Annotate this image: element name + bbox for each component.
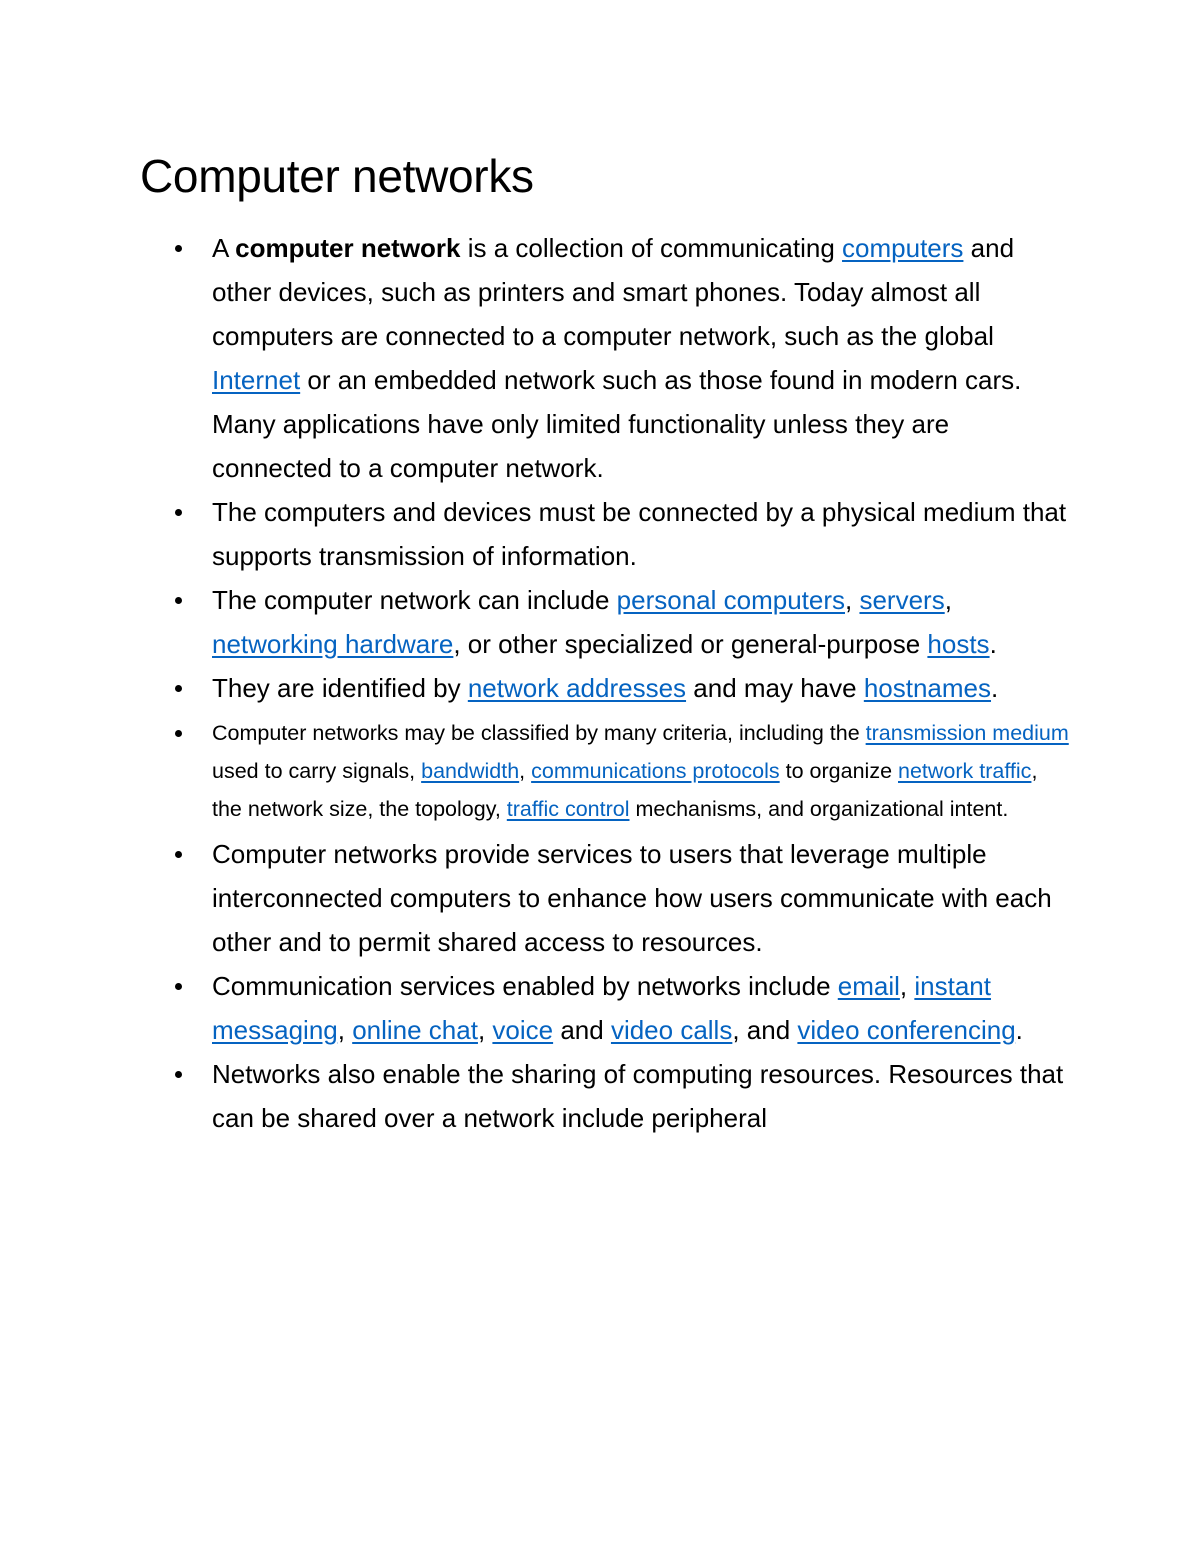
link-email[interactable]: email	[837, 971, 900, 1001]
text-run: They are identified by	[212, 673, 468, 703]
link-video-calls[interactable]: video calls	[610, 1015, 733, 1045]
text-run: Computer networks provide services to users that leverage multiple interconnected computers to enhance how users communicate with each other and to permit shared access to resources.	[212, 839, 1052, 957]
bullet-dot-icon	[175, 730, 182, 737]
text-run: The computers and devices must be connected by a physical medium that supports transmission of information.	[212, 497, 1067, 571]
text-run: .	[1015, 1015, 1023, 1045]
text-run: , and	[732, 1015, 798, 1045]
link-transmission-medium[interactable]: transmission medium	[865, 721, 1069, 745]
link-computers[interactable]: computers	[842, 233, 964, 263]
text-run: , or other specialized or general-purpose	[453, 629, 928, 659]
link-internet[interactable]: Internet	[212, 365, 301, 395]
list-item	[212, 578, 1072, 666]
text-run: ,	[519, 759, 532, 783]
text-run: Networks also enable the sharing of computing resources. Resources that can be shared over a network include peripheral	[212, 1059, 1064, 1133]
text-run: is a collection of communicating	[460, 233, 843, 263]
link-communications-protocols[interactable]: communications protocols	[531, 759, 780, 783]
link-servers[interactable]: servers	[859, 585, 945, 615]
text-run: ,	[477, 1015, 493, 1045]
link-hostnames[interactable]: hostnames	[863, 673, 992, 703]
list-item	[212, 1052, 1072, 1140]
text-run: and	[553, 1015, 611, 1045]
text-run: and may have	[686, 673, 864, 703]
text-run: Communication services enabled by networks include	[212, 971, 838, 1001]
link-traffic-control[interactable]: traffic control	[506, 797, 630, 821]
text-run: ,	[337, 1015, 353, 1045]
link-voice[interactable]: voice	[492, 1015, 554, 1045]
list-item	[212, 666, 1072, 710]
text-run: Computer networks may be classified by many criteria, including the	[212, 721, 866, 745]
list-item	[212, 964, 1072, 1052]
link-hosts[interactable]: hosts	[927, 629, 990, 659]
text-run: mechanisms, and organizational intent.	[629, 797, 1009, 821]
bullet-dot-icon	[175, 685, 182, 692]
bullet-dot-icon	[175, 1071, 182, 1078]
text-run: used to carry signals,	[212, 759, 422, 783]
text-run: , the network size, the topology,	[212, 759, 1038, 821]
list-item	[212, 490, 1072, 578]
text-run: or an embedded network such as those found in modern cars. Many applications have only limited functionality unless they are connected to a computer network.	[212, 365, 1022, 483]
link-video-conferencing[interactable]: video conferencing	[797, 1015, 1016, 1045]
text-run: ,	[944, 585, 952, 615]
link-network-addresses[interactable]: network addresses	[467, 673, 687, 703]
bullet-dot-icon	[175, 597, 182, 604]
link-instant-messaging[interactable]: instant messaging	[212, 971, 991, 1045]
text-run: A	[212, 233, 236, 263]
list-item	[212, 714, 1072, 828]
link-network-traffic[interactable]: network traffic	[898, 759, 1032, 783]
link-bandwidth[interactable]: bandwidth	[421, 759, 520, 783]
list-item	[212, 226, 1072, 490]
link-online-chat[interactable]: online chat	[352, 1015, 478, 1045]
link-networking-hardware[interactable]: networking hardware	[212, 629, 454, 659]
text-run: ,	[899, 971, 915, 1001]
text-run: and other devices, such as printers and smart phones. Today almost all computers are connected to a computer network, such as the global	[212, 233, 1015, 351]
text-run: .	[991, 673, 999, 703]
bullet-list	[212, 226, 1072, 1140]
link-personal-computers[interactable]: personal computers	[616, 585, 845, 615]
text-run: to organize	[779, 759, 898, 783]
text-run: .	[989, 629, 997, 659]
bullet-dot-icon	[175, 851, 182, 858]
bullet-dot-icon	[175, 983, 182, 990]
text-run: The computer network can include	[212, 585, 617, 615]
bullet-dot-icon	[175, 245, 182, 252]
bold-term: computer network	[235, 233, 461, 263]
bullet-dot-icon	[175, 509, 182, 516]
page-title: Computer networks	[140, 150, 534, 202]
text-run: ,	[845, 585, 860, 615]
list-item	[212, 832, 1072, 964]
